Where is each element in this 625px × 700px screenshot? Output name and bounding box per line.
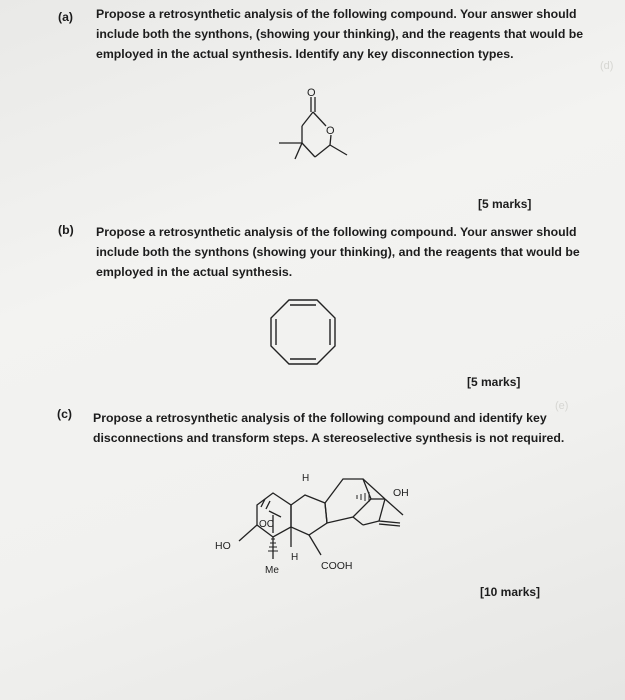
question-c-text [93,408,564,448]
label-oh-right: OH [393,487,409,499]
question-b-marks: [5 marks] [467,375,521,389]
question-c-label: (c) [57,407,73,421]
label-h-top: H [302,473,310,484]
question-a-line: employed in the actual synthesis. Identify any key disconnection types. [96,47,514,61]
question-a-text [96,4,583,64]
structure-a [255,85,375,185]
label-oc: OC [259,519,274,530]
label-ho: HO [215,540,231,552]
label-h-mid: H [291,552,299,563]
question-c-marks: [10 marks] [480,585,541,599]
question-b-text [96,222,580,282]
bleed-through-mark: (d) [600,60,614,72]
question-a-line: include both the synthons, (showing your thinking), and the reagents that would be [96,27,584,41]
question-b-line: Propose a retrosynthetic analysis of the following compound. Your answer should [96,225,577,239]
label-me: Me [265,565,279,576]
label-cooh: COOH [321,560,353,572]
atom-ring-oxygen: O [326,125,335,137]
structure-c-gibberellin [205,465,425,585]
question-b-label: (b) [58,223,74,237]
question-b-line: include both the synthons (showing your thinking), and the reagents that would be [96,245,580,259]
bleed-through-mark: (e) [555,400,569,412]
structure-b-cyclooctatetraene [263,292,343,372]
question-a-line: Propose a retrosynthetic analysis of the following compound. Your answer should [96,7,577,21]
atom-carbonyl-oxygen: O [307,87,316,99]
question-a-marks: [5 marks] [478,197,532,211]
question-c-line: Propose a retrosynthetic analysis of the following compound and identify key [93,411,547,425]
question-c-line: disconnections and transform steps. A stereoselective synthesis is not required. [93,431,565,445]
question-b-line: employed in the actual synthesis. [96,265,293,279]
question-a-label: (a) [58,10,74,24]
